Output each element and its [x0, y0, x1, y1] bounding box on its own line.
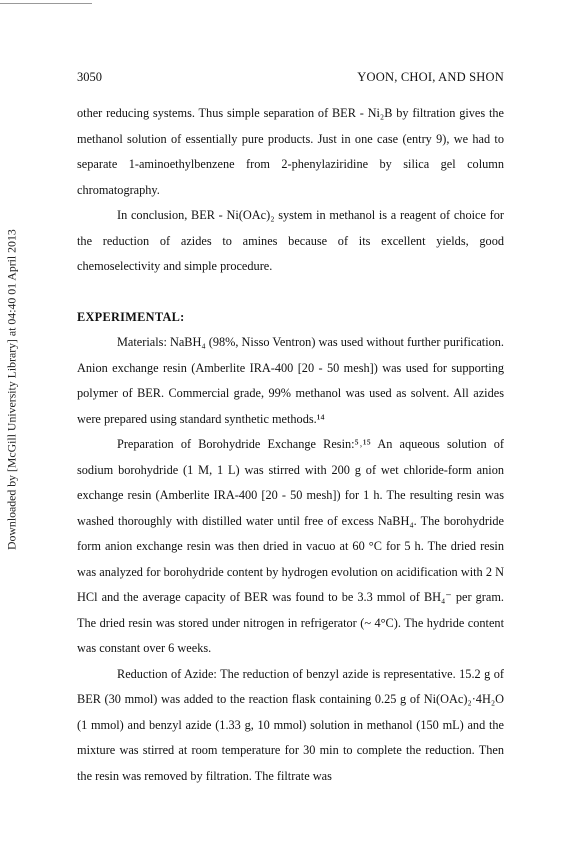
paragraph-reduction: Reduction of Azide: The reduction of benzyl azide is representative. 15.2 g of BER (30 mmol) was added to the reaction flask containing 0.25 g of Ni(OAc)₂·4H₂O (1 mmol) and benzyl azide (1.33 g, 10 mmol) solution in methanol (150 mL) and the mixture was stirred at room temperature for 30 min to complete the reduction. Then the resin was removed by filtration. The filtrate was	[77, 666, 504, 783]
section-heading-experimental: EXPERIMENTAL:	[77, 309, 185, 324]
running-authors: YOON, CHOI, AND SHON	[357, 70, 504, 84]
download-watermark-text: Downloaded by [McGill University Library] at 04:40 01 April 2013	[4, 229, 19, 551]
top-rule	[0, 3, 92, 4]
paragraph-reducing-systems: other reducing systems. Thus simple separation of BER - Ni₂B by filtration gives the methanol solution of essentially pure products. Just in one case (entry 9), we had to separate 1-aminoethylbenzene from 2-phenylaziridine by silica gel column chromatography.	[77, 106, 504, 197]
paragraph-preparation: Preparation of Borohydride Exchange Resin:⁵˒¹⁵ An aqueous solution of sodium borohydride (1 M, 1 L) was stirred with 200 g of wet chloride-form anion exchange resin (Amberlite IRA-400 [20 - 50 mesh]) for 1 h. The resulting resin was washed thoroughly with distilled water until free of excess NaBH₄. The borohydride form anion exchange resin was then dried in vacuo at 60 °C for 5 h. The dried resin was analyzed for borohydride content by hydrogen evolution on acidification with 2 N HCl and the average capacity of BER was found to be 3.3 mmol of BH₄⁻ per gram. The dried resin was stored under nitrogen in refrigerator (~ 4°C). The hydride content was constant over 6 weeks.	[77, 437, 504, 655]
paragraph-materials: Materials: NaBH₄ (98%, Nisso Ventron) was used without further purification. Anion exchange resin (Amberlite IRA-400 [20 - 50 mesh]) was used for supporting polymer of BER. Commercial grade, 99% methanol was used as solvent. All azides were prepared using standard synthetic methods.¹⁴	[77, 335, 504, 426]
download-watermark	[2, 90, 22, 690]
paragraph-conclusion: In conclusion, BER - Ni(OAc)₂ system in methanol is a reagent of choice for the reduction of azides to amines because of its excellent yields, good chemoselectivity and simple procedure.	[77, 208, 504, 273]
body-text	[77, 101, 504, 789]
page-header	[77, 70, 504, 86]
page-number: 3050	[77, 70, 102, 84]
